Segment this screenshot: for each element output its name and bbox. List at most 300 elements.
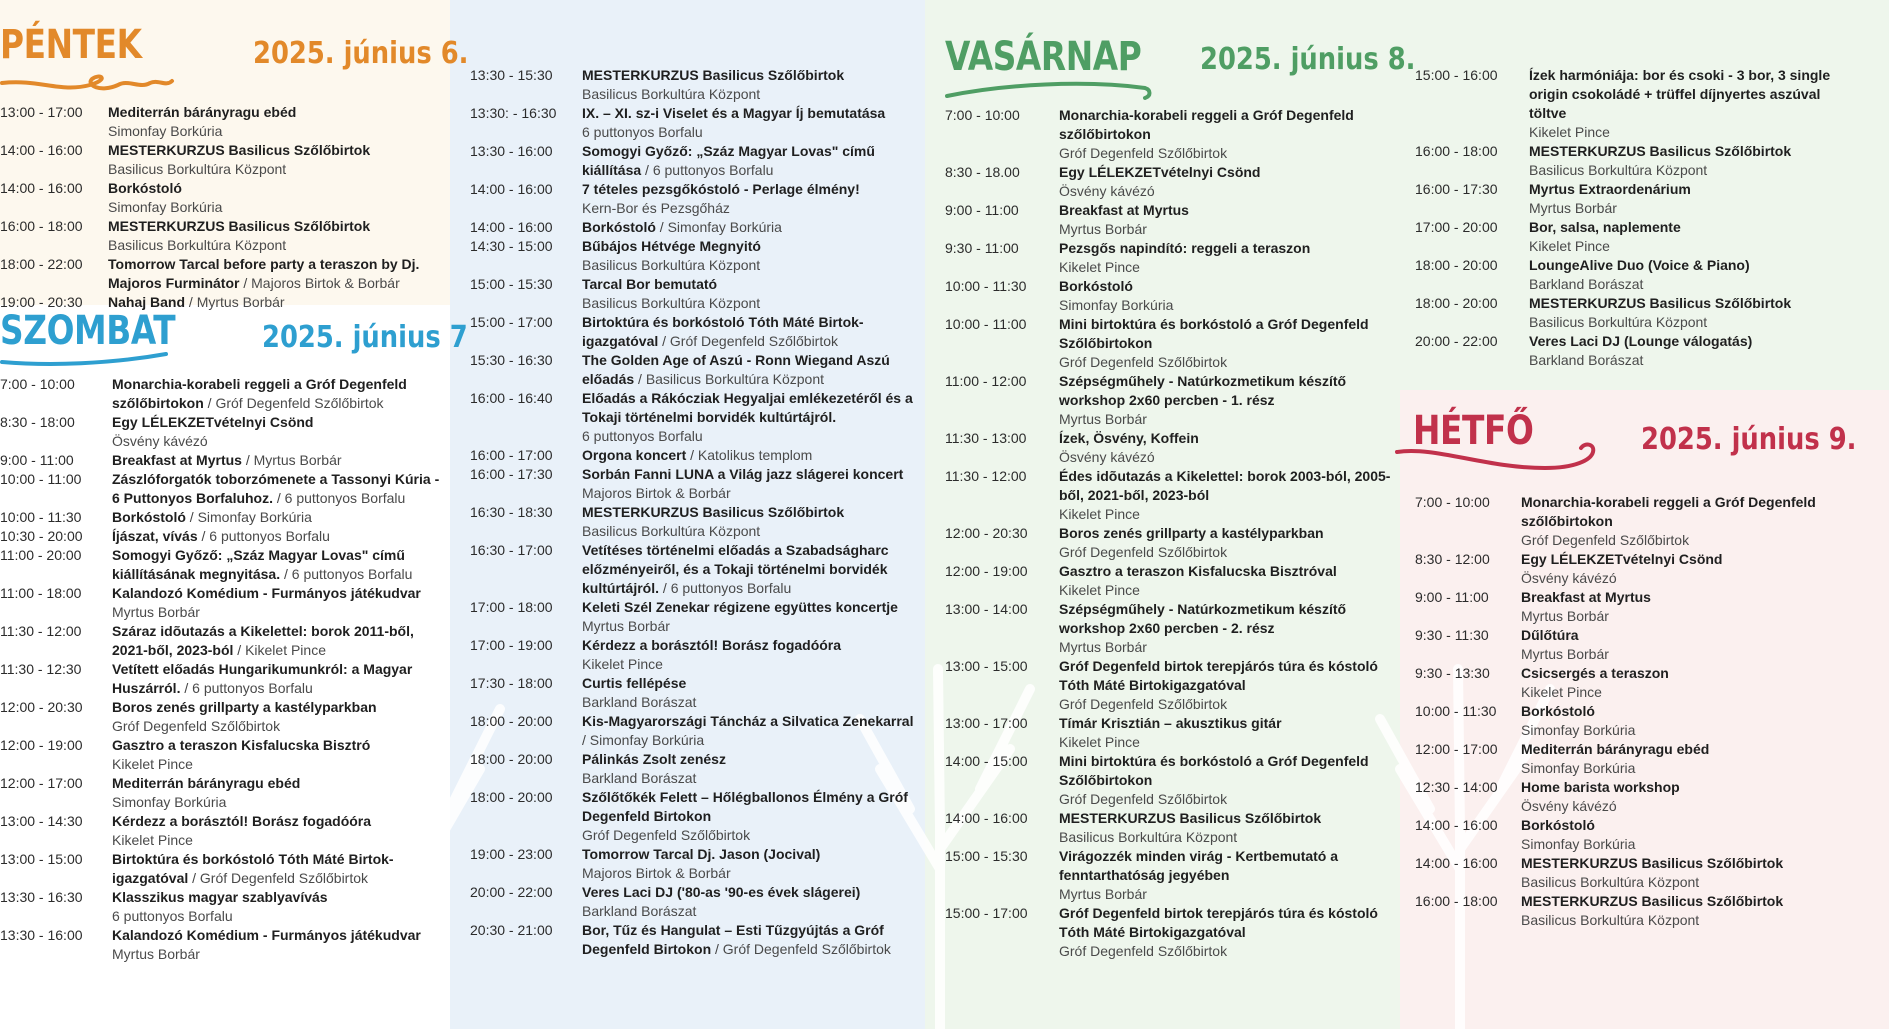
- event-body: [112, 622, 445, 660]
- event-time: 11:30 - 12:30: [0, 661, 82, 677]
- event-time: 13:00 - 17:00: [945, 715, 1028, 731]
- event-body: [112, 451, 445, 470]
- event-venue: Barkland Borászat: [1529, 276, 1644, 292]
- event-venue: Kikelet Pince: [112, 756, 193, 772]
- schedule-item: [1415, 740, 1835, 778]
- event-title: MESTERKURZUS Basilicus Szőlőbirtok: [582, 67, 845, 83]
- event-title: Pezsgős napindító: reggeli a teraszon: [1059, 240, 1311, 256]
- event-body: [112, 584, 445, 622]
- event-title: Egy LÉLEKZETvételnyi Csönd: [1059, 164, 1261, 180]
- separator: /: [188, 870, 200, 886]
- event-title: LoungeAlive Duo (Voice & Piano): [1529, 257, 1750, 273]
- event-time: 9:00 - 11:00: [0, 452, 74, 468]
- event-title: MESTERKURZUS Basilicus Szőlőbirtok: [1529, 295, 1792, 311]
- event-body: [582, 351, 915, 389]
- event-time: 14:00 - 16:00: [945, 810, 1028, 826]
- schedule-item: [470, 180, 915, 218]
- event-time: 16:30 - 18:30: [470, 504, 553, 520]
- event-title: Ízek harmóniája: bor és csoki - 3 bor, 3 single origin csokoládé + trüffel díjnyertes aszúval töltve: [1529, 67, 1831, 121]
- event-time: 20:30 - 21:00: [470, 922, 553, 938]
- schedule-item: [470, 712, 915, 750]
- event-body: [582, 218, 915, 237]
- event-title: Breakfast at Myrtus: [112, 452, 242, 468]
- event-venue: Kikelet Pince: [1059, 506, 1140, 522]
- event-venue: Myrtus Borbár: [1521, 608, 1609, 624]
- event-time: 14:00 - 16:00: [0, 142, 83, 158]
- event-time: 15:00 - 15:30: [470, 276, 553, 292]
- event-body: [108, 103, 445, 141]
- event-time: 13:00 - 15:00: [0, 851, 83, 867]
- event-title: Myrtus Extraordenárium: [1529, 181, 1691, 197]
- day-title: SZOMBAT: [0, 308, 176, 354]
- schedule-item: [945, 714, 1395, 752]
- event-title: Borkóstoló: [582, 219, 656, 235]
- event-venue: Simonfay Borkúria: [1521, 836, 1636, 852]
- event-venue: Simonfay Borkúria: [197, 509, 312, 525]
- separator: /: [180, 680, 193, 696]
- event-body: [1529, 142, 1835, 180]
- sunday-continued-events: [1415, 66, 1835, 370]
- event-title: Kis-Magyarországi Táncház a Silvatica Zenekarral: [582, 713, 914, 729]
- event-body: [1059, 847, 1395, 904]
- schedule-item: [0, 660, 445, 698]
- schedule-item: [945, 600, 1395, 657]
- event-time: 15:00 - 17:00: [945, 905, 1028, 921]
- event-venue: Barkland Borászat: [582, 770, 697, 786]
- event-body: [112, 413, 445, 451]
- event-time: 9:30 - 13:30: [1415, 665, 1490, 681]
- event-title: Breakfast at Myrtus: [1521, 589, 1651, 605]
- schedule-item: [945, 239, 1395, 277]
- event-venue: Gróf Degenfeld Szőlőbirtok: [582, 827, 751, 843]
- event-time: 14:00 - 16:00: [1415, 855, 1498, 871]
- event-venue: Kikelet Pince: [1059, 259, 1140, 275]
- schedule-item: [470, 598, 915, 636]
- event-title: Kérdezz a borásztól! Borász fogadóóra: [582, 637, 842, 653]
- event-venue: Basilicus Borkultúra Központ: [1059, 829, 1238, 845]
- schedule-item: [470, 465, 915, 503]
- event-venue: Basilicus Borkultúra Központ: [1529, 314, 1708, 330]
- event-body: [1521, 778, 1835, 816]
- event-time: 16:00 - 18:00: [1415, 143, 1498, 159]
- event-title: Szépségműhely - Natúrkozmetikum készítő workshop 2x60 percben - 2. rész: [1059, 601, 1347, 636]
- schedule-item: [1415, 778, 1835, 816]
- schedule-item: [470, 674, 915, 712]
- event-venue: Kikelet Pince: [582, 656, 663, 672]
- schedule-item: [470, 636, 915, 674]
- event-body: [1521, 702, 1835, 740]
- event-time: 12:00 - 17:00: [1415, 741, 1498, 757]
- event-title: MESTERKURZUS Basilicus Szőlőbirtok: [108, 218, 371, 234]
- event-title: MESTERKURZUS Basilicus Szőlőbirtok: [1529, 143, 1792, 159]
- event-venue: Simonfay Borkúria: [1521, 760, 1636, 776]
- event-venue: Basilicus Borkultúra Központ: [1521, 912, 1700, 928]
- event-title: Borkóstoló: [112, 509, 186, 525]
- event-body: [112, 812, 445, 850]
- event-time: 9:00 - 11:00: [1415, 589, 1489, 605]
- event-title: Íjászat, vívás: [112, 528, 198, 544]
- event-time: 18:00 - 20:00: [470, 751, 553, 767]
- event-time: 15:00 - 16:00: [1415, 67, 1498, 83]
- event-time: 16:00 - 18:00: [1415, 893, 1498, 909]
- event-venue: Basilicus Borkultúra Központ: [1521, 874, 1700, 890]
- day-title: PÉNTEK: [0, 22, 142, 68]
- schedule-item: [0, 293, 445, 312]
- schedule-item: [1415, 702, 1835, 740]
- separator: /: [658, 333, 670, 349]
- event-venue: Gróf Degenfeld Szőlőbirtok: [1059, 544, 1228, 560]
- event-title: Nahaj Band: [108, 294, 186, 310]
- event-venue: Simonfay Borkúria: [112, 794, 227, 810]
- event-venue: Gróf Degenfeld Szőlőbirtok: [1059, 145, 1228, 161]
- event-time: 16:00 - 18:00: [0, 218, 83, 234]
- schedule-item: [0, 812, 445, 850]
- event-time: 8:30 - 18.00: [945, 164, 1020, 180]
- event-title: Boros zenés grillparty a kastélyparkban: [1059, 525, 1324, 541]
- day-title: VASÁRNAP: [945, 34, 1142, 80]
- schedule-item: [470, 142, 915, 180]
- event-title: Gróf Degenfeld birtok terepjárós túra és kóstoló Tóth Máté Birtokigazgatóval: [1059, 658, 1378, 693]
- event-venue: Kikelet Pince: [1529, 238, 1610, 254]
- event-title: Veres Laci DJ ('80-as '90-es évek slágerei): [582, 884, 861, 900]
- event-time: 20:00 - 22:00: [470, 884, 553, 900]
- schedule-item: [0, 451, 445, 470]
- schedule-item: [470, 237, 915, 275]
- event-title: Keleti Szél Zenekar régizene együttes koncertje: [582, 599, 898, 615]
- event-body: [1059, 163, 1395, 201]
- separator: /: [634, 371, 646, 387]
- event-venue: Basilicus Borkultúra Központ: [582, 295, 761, 311]
- event-time: 13:30: - 16:30: [470, 105, 557, 121]
- schedule-item: [0, 888, 445, 926]
- event-venue: Basilicus Borkultúra Központ: [1529, 162, 1708, 178]
- event-body: [1059, 562, 1395, 600]
- event-body: [1521, 854, 1835, 892]
- event-venue: Majoros Birtok & Borbár: [251, 275, 400, 291]
- event-time: 15:30 - 16:30: [470, 352, 553, 368]
- schedule-item: [0, 179, 445, 217]
- schedule-item: [470, 104, 915, 142]
- event-title: Borkóstoló: [1521, 817, 1595, 833]
- event-body: [582, 750, 915, 788]
- event-time: 7:00 - 10:00: [1415, 494, 1490, 510]
- monday-header: [1395, 408, 1889, 478]
- event-body: [108, 293, 445, 312]
- event-title: Tomorrow Tarcal Dj. Jason (Jocival): [582, 846, 821, 862]
- event-time: 10:00 - 11:30: [0, 509, 82, 525]
- event-venue: Myrtus Borbár: [1529, 200, 1617, 216]
- schedule-item: [0, 508, 445, 527]
- event-body: [582, 883, 915, 921]
- event-time: 19:00 - 23:00: [470, 846, 553, 862]
- schedule-item: [470, 389, 915, 446]
- event-venue: Simonfay Borkúria: [667, 219, 782, 235]
- event-body: [1059, 524, 1395, 562]
- event-venue: Simonfay Borkúria: [1059, 297, 1174, 313]
- event-title: MESTERKURZUS Basilicus Szőlőbirtok: [1059, 810, 1322, 826]
- event-title: MESTERKURZUS Basilicus Szőlőbirtok: [108, 142, 371, 158]
- event-body: [582, 142, 915, 180]
- event-body: [582, 921, 915, 959]
- schedule-item: [945, 524, 1395, 562]
- event-title: Mediterrán bárányragu ebéd: [108, 104, 297, 120]
- event-title: Curtis fellépése: [582, 675, 687, 691]
- event-time: 20:00 - 22:00: [1415, 333, 1498, 349]
- event-title: Szőlőtőkék Felett – Hőlégballonos Élmény a Gróf Degenfeld Birtokon: [582, 789, 908, 824]
- event-time: 11:30 - 12:00: [0, 623, 82, 639]
- schedule-item: [1415, 256, 1835, 294]
- event-title: 7 tételes pezsgőkóstoló - Perlage élmény!: [582, 181, 860, 197]
- separator: /: [273, 490, 285, 506]
- event-title: Borkóstoló: [1059, 278, 1133, 294]
- event-body: [582, 180, 915, 218]
- schedule-item: [1415, 664, 1835, 702]
- event-title: Ízek, Ösvény, Koffein: [1059, 430, 1199, 446]
- event-venue: Ösvény kávézó: [1059, 183, 1155, 199]
- separator: /: [655, 219, 668, 235]
- schedule-item: [0, 736, 445, 774]
- schedule-item: [945, 562, 1395, 600]
- schedule-item: [470, 66, 915, 104]
- event-body: [582, 465, 915, 503]
- swoosh-ornament: [1395, 438, 1600, 478]
- event-time: 14:00 - 16:00: [470, 219, 553, 235]
- event-body: [1059, 809, 1395, 847]
- event-venue: Basilicus Borkultúra Központ: [645, 371, 825, 387]
- event-body: [112, 470, 445, 508]
- event-body: [112, 508, 445, 527]
- event-body: [112, 774, 445, 812]
- event-venue: Simonfay Borkúria: [108, 123, 223, 139]
- schedule-item: [945, 277, 1395, 315]
- event-time: 11:00 - 12:00: [945, 373, 1027, 389]
- event-body: [112, 660, 445, 698]
- event-body: [582, 541, 915, 598]
- schedule-item: [1415, 892, 1835, 930]
- separator: /: [197, 528, 210, 544]
- event-time: 18:00 - 20:00: [1415, 257, 1498, 273]
- separator: /: [185, 294, 197, 310]
- event-venue: 6 puttonyos Borfalu: [112, 908, 233, 924]
- event-venue: Basilicus Borkultúra Központ: [108, 237, 287, 253]
- event-venue: Katolikus templom: [697, 447, 813, 463]
- event-venue: 6 puttonyos Borfalu: [670, 580, 792, 596]
- saturday-continued-events: [470, 66, 915, 959]
- event-title: Borkóstoló: [1521, 703, 1595, 719]
- schedule-item: [470, 921, 915, 959]
- schedule-item: [0, 141, 445, 179]
- event-venue: Majoros Birtok & Borbár: [582, 865, 731, 881]
- event-title: Előadás a Rákócziak Hegyaljai emlékezetéről és a Tokaji történelmi borvidék kultúrtájról.: [582, 390, 913, 425]
- event-time: 14:00 - 16:00: [470, 181, 553, 197]
- event-time: 17:00 - 19:00: [470, 637, 553, 653]
- friday-header: [0, 22, 469, 102]
- event-title: Monarchia-korabeli reggeli a Gróf Degenfeld szőlőbirtokon: [1059, 107, 1354, 142]
- event-time: 8:30 - 18:00: [0, 414, 75, 430]
- event-title: Mediterrán bárányragu ebéd: [112, 775, 301, 791]
- separator: /: [233, 642, 246, 658]
- schedule-item: [1415, 626, 1835, 664]
- event-time: 16:00 - 17:00: [470, 447, 553, 463]
- schedule-item: [945, 752, 1395, 809]
- event-title: MESTERKURZUS Basilicus Szőlőbirtok: [1521, 855, 1784, 871]
- event-venue: Ösvény kávézó: [1059, 449, 1155, 465]
- event-body: [1521, 816, 1835, 854]
- event-title: Birtoktúra és borkóstoló Tóth Máté Birtok-igazgatóval: [112, 851, 394, 886]
- event-time: 10:00 - 11:00: [0, 471, 82, 487]
- schedule-item: [1415, 142, 1835, 180]
- event-body: [1521, 550, 1835, 588]
- event-body: [582, 712, 915, 750]
- event-title: Száraz idõutazás a Kikelettel: borok 2011-ből, 2021-ből, 2023-ból: [112, 623, 414, 658]
- event-time: 12:30 - 14:00: [1415, 779, 1498, 795]
- event-body: [1059, 239, 1395, 277]
- separator: /: [582, 732, 590, 748]
- event-title: Gasztro a teraszon Kisfalucska Bisztró: [112, 737, 371, 753]
- separator: /: [241, 452, 254, 468]
- sunday-events: [945, 106, 1395, 961]
- event-body: [112, 698, 445, 736]
- event-title: Birtoktúra és borkóstoló Tóth Máté Birtok-igazgatóval: [582, 314, 864, 349]
- event-time: 18:00 - 20:00: [470, 713, 553, 729]
- schedule-item: [945, 847, 1395, 904]
- event-time: 12:00 - 20:30: [945, 525, 1028, 541]
- event-venue: 6 puttonyos Borfalu: [582, 124, 703, 140]
- schedule-item: [470, 845, 915, 883]
- event-venue: 6 puttonyos Borfalu: [192, 680, 313, 696]
- schedule-item: [0, 255, 445, 293]
- event-body: [1521, 626, 1835, 664]
- event-time: 15:00 - 15:30: [945, 848, 1028, 864]
- event-title: Egy LÉLEKZETvételnyi Csönd: [1521, 551, 1723, 567]
- event-time: 17:00 - 20:00: [1415, 219, 1498, 235]
- saturday-header: [0, 308, 468, 370]
- schedule-item: [1415, 218, 1835, 256]
- event-title: Sorbán Fanni LUNA a Világ jazz slágerei koncert: [582, 466, 904, 482]
- event-time: 13:30 - 16:00: [470, 143, 553, 159]
- event-venue: Ösvény kávézó: [1521, 798, 1617, 814]
- schedule-item: [945, 904, 1395, 961]
- event-time: 10:00 - 11:00: [945, 316, 1027, 332]
- event-title: Bűbájos Hétvége Megnyitó: [582, 238, 761, 254]
- event-body: [1529, 180, 1835, 218]
- event-title: Virágozzék minden virág - Kertbemutató a fenntarthatóság jegyében: [1059, 848, 1339, 883]
- event-body: [1059, 372, 1395, 429]
- event-title: Egy LÉLEKZETvételnyi Csönd: [112, 414, 314, 430]
- schedule-item: [470, 883, 915, 921]
- event-time: 11:00 - 18:00: [0, 585, 82, 601]
- event-venue: Kikelet Pince: [112, 832, 193, 848]
- event-body: [1059, 201, 1395, 239]
- event-time: 11:30 - 12:00: [945, 468, 1027, 484]
- event-time: 16:30 - 17:00: [470, 542, 553, 558]
- schedule-item: [1415, 493, 1835, 550]
- event-venue: Simonfay Borkúria: [589, 732, 705, 748]
- schedule-item: [0, 850, 445, 888]
- event-time: 14:30 - 15:00: [470, 238, 553, 254]
- event-venue: Basilicus Borkultúra Központ: [108, 161, 287, 177]
- event-body: [1059, 657, 1395, 714]
- event-venue: 6 puttonyos Borfalu: [284, 490, 406, 506]
- event-venue: Simonfay Borkúria: [108, 199, 223, 215]
- event-time: 13:00 - 15:00: [945, 658, 1028, 674]
- event-body: [1059, 600, 1395, 657]
- event-time: 14:00 - 16:00: [0, 180, 83, 196]
- event-venue: Myrtus Borbár: [253, 452, 342, 468]
- event-venue: Gróf Degenfeld Szőlőbirtok: [199, 870, 369, 886]
- event-time: 16:00 - 17:30: [470, 466, 553, 482]
- schedule-item: [0, 413, 445, 451]
- event-title: The Golden Age of Aszú - Ronn Wiegand Aszú előadás: [582, 352, 890, 387]
- event-title: Vetített előadás Hungarikumunkról: a Magyar Huszárról.: [112, 661, 413, 696]
- event-time: 13:00 - 17:00: [0, 104, 83, 120]
- event-body: [582, 275, 915, 313]
- day-title: HÉTFŐ: [1413, 408, 1534, 454]
- schedule-item: [945, 657, 1395, 714]
- event-time: 19:00 - 20:30: [0, 294, 83, 310]
- swoosh-ornament: [945, 66, 1155, 102]
- schedule-item: [945, 809, 1395, 847]
- event-venue: Ösvény kávézó: [1521, 570, 1617, 586]
- schedule-item: [470, 503, 915, 541]
- event-time: 12:00 - 19:00: [945, 563, 1028, 579]
- event-time: 13:00 - 14:30: [0, 813, 83, 829]
- event-body: [1521, 493, 1835, 550]
- separator: /: [641, 162, 653, 178]
- schedule-item: [470, 446, 915, 465]
- event-time: 18:00 - 20:00: [470, 789, 553, 805]
- event-time: 10:30 - 20:00: [0, 528, 83, 544]
- event-venue: Gróf Degenfeld Szőlőbirtok: [215, 395, 384, 411]
- event-time: 13:30 - 16:00: [0, 927, 83, 943]
- event-title: Zászlóforgatók toborzómenete a Tassonyi Kúria - 6 Puttonyos Borfaluhoz.: [112, 471, 440, 506]
- swoosh-ornament: [0, 67, 175, 97]
- event-body: [582, 66, 915, 104]
- event-venue: Kern-Bor és Pezsgőház: [582, 200, 730, 216]
- event-body: [1059, 429, 1395, 467]
- event-venue: Gróf Degenfeld Szőlőbirtok: [1521, 532, 1690, 548]
- event-body: [112, 527, 445, 546]
- event-time: 7:00 - 10:00: [945, 107, 1020, 123]
- event-venue: Basilicus Borkultúra Központ: [582, 523, 761, 539]
- event-time: 12:00 - 19:00: [0, 737, 83, 753]
- event-title: Tarcal Bor bemutató: [582, 276, 718, 292]
- event-time: 17:00 - 18:00: [470, 599, 553, 615]
- event-body: [1059, 714, 1395, 752]
- event-body: [582, 389, 915, 446]
- event-venue: Gróf Degenfeld Szőlőbirtok: [1059, 943, 1228, 959]
- event-body: [1529, 332, 1835, 370]
- event-title: Breakfast at Myrtus: [1059, 202, 1189, 218]
- event-venue: Barkland Borászat: [582, 903, 697, 919]
- event-venue: Majoros Birtok & Borbár: [582, 485, 731, 501]
- schedule-item: [470, 351, 915, 389]
- event-title: Tímár Krisztián – akusztikus gitár: [1059, 715, 1282, 731]
- event-time: 18:00 - 20:00: [1415, 295, 1498, 311]
- schedule-item: [0, 527, 445, 546]
- schedule-item: [1415, 180, 1835, 218]
- schedule-item: [0, 774, 445, 812]
- schedule-item: [470, 313, 915, 351]
- schedule-item: [0, 546, 445, 584]
- event-body: [112, 926, 445, 964]
- schedule-item: [1415, 588, 1835, 626]
- event-venue: Gróf Degenfeld Szőlőbirtok: [722, 941, 891, 957]
- event-time: 9:30 - 11:30: [1415, 627, 1489, 643]
- event-time: 8:30 - 12:00: [1415, 551, 1490, 567]
- separator: /: [203, 395, 216, 411]
- event-title: Csicsergés a teraszon: [1521, 665, 1669, 681]
